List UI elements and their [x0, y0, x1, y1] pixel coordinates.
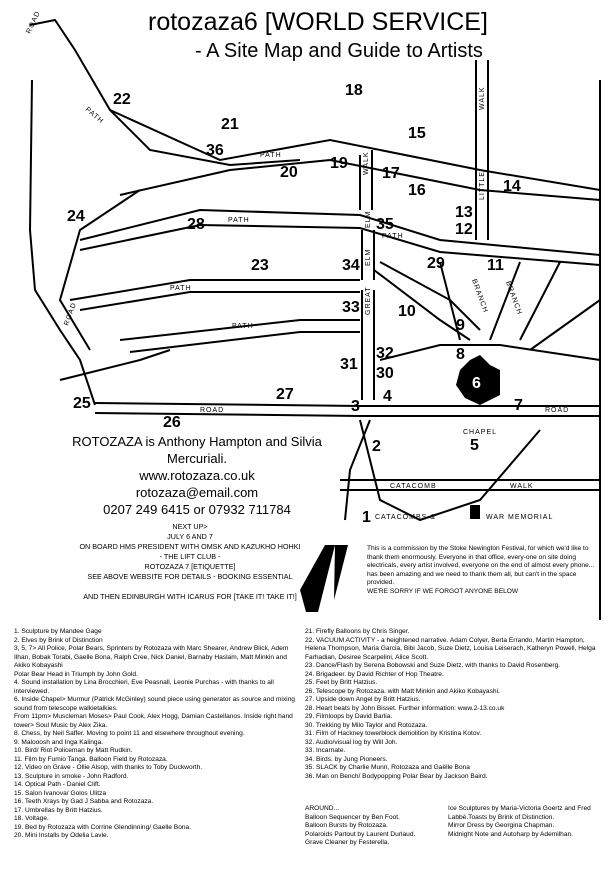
- next-up-line: AND THEN EDINBURGH WITH ICARUS FOR [TAKE IT! TAKE IT!]: [83, 592, 297, 601]
- list-item: 9. Malooosh and Inga Kalinga.: [14, 738, 104, 746]
- site-number: 4: [383, 388, 392, 405]
- rotozaza-email: rotozaza@email.com: [135, 485, 259, 500]
- site-number: 2: [372, 438, 381, 455]
- site-number: 9: [456, 317, 465, 334]
- site-number: 19: [330, 155, 348, 172]
- label-catacomb: CATACOMB: [390, 483, 437, 490]
- list-item: 11. Film by Fumio Tanga. Balloon Field by Rotozaza.: [14, 755, 168, 763]
- around-heading: AROUND...: [305, 805, 340, 812]
- site-number: 23: [251, 257, 269, 274]
- list-item: From 11pm> Muscleman Moses> Paul Cook, Alex Hogg, Damian Castellanos. Inside right hand tower> Soul Music by Alex Zika.: [14, 713, 293, 729]
- list-item: Ice Sculptures by Maria-Victoria Goertz and Fred Labbé.Toasts by Brink of Distinction.: [448, 805, 591, 821]
- site-number: 7: [514, 397, 523, 414]
- list-item: 18. Voltage.: [14, 815, 49, 822]
- site-number: 32: [376, 345, 394, 362]
- around-right: [448, 805, 608, 839]
- list-item: 22. VACUUM ACTIVITY - a heightened narrative. Adam Colyer, Berta Errando, Martin Hampton, Helena Thompson, Maria Garcia, Bibi Jacob, Suze Dietz, Louisa Leiserach, Katheryn Powell, Helga Farhadian, Desiree Scarpelini, Alice Scott.: [305, 636, 596, 661]
- site-number: 13: [455, 204, 473, 221]
- label-walk-3: WALK: [510, 483, 534, 490]
- site-number: 25: [73, 395, 91, 412]
- site-number: 15: [408, 125, 426, 142]
- site-number: 11: [487, 257, 504, 274]
- label-road-s: ROAD: [200, 407, 225, 414]
- list-item: 35. SLACK by Charlie Munn, Rotozaza and Gaëlle Bona: [305, 764, 470, 771]
- site-number: 14: [503, 178, 521, 195]
- list-item: 30. Trekking by Milo Taylor and Rotozaza.: [305, 721, 428, 729]
- list-item: Mirror Dress by Georgina Chapman.: [448, 822, 555, 829]
- label-road-w: ROAD: [63, 301, 79, 327]
- road-nw: [30, 20, 300, 165]
- next-up-line: - THE LIFT CLUB -: [159, 552, 221, 561]
- label-catacombs: CATACOMBS &: [375, 514, 436, 521]
- path-mid-1: [80, 210, 600, 255]
- site-number: 29: [427, 255, 445, 272]
- commission-sorry: WE'RE SORRY IF WE FORGOT ANYONE BELOW: [367, 587, 519, 595]
- list-item: 36. Man on Bench/ Bodypopping Polar Bear by Jackson Baird.: [305, 772, 488, 780]
- rotozaza-phone: 0207 249 6415 or 07932 711784: [103, 502, 291, 517]
- list-item: 32. Audio/visual log by Will Joh.: [305, 738, 398, 746]
- site-number: 33: [342, 299, 360, 316]
- list-item: 33. Incarnate.: [305, 747, 346, 754]
- label-road-nw: ROAD: [25, 9, 43, 35]
- list-item: 17. Umbrellas by Britt Hatzius.: [14, 806, 103, 814]
- commission-note: [367, 545, 599, 597]
- commission-text: This is a commission by the Stoke Newington Festival, for which we'd like to thank them enormously. Everyone in that office, every-one on site doing electricals, every artist involved, everyone on the end of almost every phone... has been amazing and we need to thank them all, but can't in the space provided.: [367, 545, 595, 587]
- list-item: 13. Sculpture in smoke - John Radford.: [14, 772, 129, 780]
- site-number: 36: [206, 142, 224, 159]
- rotozaza-line2: Mercuriali.: [167, 451, 227, 466]
- site-number: 8: [456, 346, 465, 363]
- next-up-line: ON BOARD HMS PRESIDENT WITH OMSK AND KAZUKHO HOHKI: [79, 542, 301, 551]
- fan-5: [520, 262, 560, 340]
- label-elm-1: ELM: [365, 210, 372, 228]
- label-path-3: PATH: [228, 217, 250, 224]
- list-item: 2. Elves by Brink of Distinction: [14, 636, 103, 644]
- list-item: 29. Filmloops by David Barlia.: [305, 713, 393, 720]
- list-item: Balloon Sequencer by Ben Foot.: [305, 813, 400, 821]
- list-item: Polaroids Partout by Laurent Durlaud.: [305, 830, 416, 838]
- site-number: 27: [276, 386, 294, 403]
- next-up-line: [40, 582, 340, 592]
- list-item: 19. Bed by Rotozaza with Corrine Glendinning/ Gaelle Bona.: [14, 823, 192, 831]
- rotozaza-info: [32, 433, 362, 518]
- label-little: LITTLE: [479, 171, 486, 200]
- site-number: 10: [398, 303, 416, 320]
- around-left: [305, 805, 445, 848]
- list-item: 15. Salon Ivanova/ Golos Ulitza: [14, 789, 106, 797]
- site-number: 35: [376, 216, 394, 233]
- label-road-e: ROAD: [545, 407, 570, 414]
- page-subtitle: - A Site Map and Guide to Artists: [195, 40, 483, 62]
- list-item: Polar Bear Head in Triumph by John Gold.: [14, 670, 138, 678]
- next-up-line: ROTOZAZA 7 [ETIQUETTE]: [144, 562, 236, 571]
- artist-list-right: [305, 628, 605, 781]
- next-up-line: JULY 6 AND 7: [167, 532, 213, 541]
- next-up-line: SEE ABOVE WEBSITE FOR DETAILS - BOOKING ESSENTIAL: [87, 572, 293, 581]
- label-path-6: PATH: [382, 233, 404, 240]
- list-item: 27. Upside down Angel by Britt Hatzius.: [305, 696, 421, 703]
- path-north: [110, 110, 600, 190]
- site-number: 1: [362, 509, 371, 526]
- list-item: 26. Telescope by Rotozaza. with Matt Minkin and Akiko Kobayashi.: [305, 687, 500, 695]
- site-number: 28: [187, 216, 205, 233]
- label-walk-2: WALK: [479, 86, 486, 110]
- label-elm-2: ELM: [365, 248, 372, 266]
- fan-loop: [380, 345, 600, 360]
- label-walk-1: WALK: [363, 151, 370, 175]
- list-item: 4. Sound installation by Lina Brocchieri, Eve Peasnall, Leonie Purchas - with thanks to all interviewed.: [14, 679, 274, 695]
- next-up-line: NEXT UP>: [172, 522, 208, 531]
- label-branch: BRANCH: [470, 278, 489, 315]
- list-item: 1. Sculpture by Mandee Gage: [14, 628, 102, 635]
- path-mid-3: [70, 280, 360, 300]
- site-number: 3: [351, 398, 360, 415]
- label-chapel: CHAPEL: [463, 429, 498, 436]
- label-branch-2: BRANCH: [504, 280, 523, 317]
- artist-list-left: [14, 628, 304, 841]
- site-number: 31: [340, 356, 358, 373]
- list-item: 34. Birds. by Jung Pioneers.: [305, 755, 388, 763]
- list-item: 21. Firefly Balloons by Chris Singer.: [305, 628, 410, 635]
- path-mid-2: [80, 225, 600, 265]
- next-up: [40, 522, 340, 602]
- label-path-1: PATH: [83, 106, 105, 126]
- list-item: 16. Teeth Xrays by Gad J Sabba and Rotozaza.: [14, 798, 154, 805]
- list-item: 10. Bird/ Riot Policeman by Matt Rudkin.: [14, 747, 133, 754]
- site-number: 26: [163, 414, 181, 431]
- site-number: 17: [382, 165, 400, 182]
- road-west: [30, 80, 95, 405]
- fan-2: [380, 262, 480, 330]
- site-number: 12: [455, 221, 473, 238]
- label-path-4: PATH: [170, 285, 192, 292]
- list-item: 23. Dance/Flash by Serena Bobowski and Suze Dietz, with thanks to David Rosenberg.: [305, 662, 561, 669]
- site-number: 6: [472, 375, 481, 392]
- list-item: Midnight Note and Autoharp by Ademilhan.: [448, 830, 573, 838]
- list-item: 14. Optical Path - Daniel Clift.: [14, 781, 101, 788]
- page-title: rotozaza6 [WORLD SERVICE]: [148, 8, 488, 36]
- label-path-2: PATH: [260, 152, 282, 159]
- list-item: 8. Chess, by Neil Saffer. Moving to point 11 and elsewhere throughout evening.: [14, 730, 245, 737]
- chapel-path: [360, 420, 540, 520]
- road-south: [95, 403, 600, 406]
- site-number: 24: [67, 208, 85, 225]
- label-path-5: PATH: [232, 323, 254, 330]
- rotozaza-line1: ROTOZAZA is Anthony Hampton and Silvia: [72, 434, 322, 449]
- site-number: 30: [376, 365, 394, 382]
- site-number: 18: [345, 82, 363, 99]
- war-memorial-icon: [470, 505, 480, 519]
- list-item: 3, 5, 7> All Police, Polar Bears, Sprinters by Rotozaza with Marc Shearer, Andrew Blick, Adem Ilhan, Bobak Torabi, Gaelle Bona, Ralph Cree, Nick Daniel, Barnaby Haslam, Matt Minkin and Akiko Kobayashi: [14, 645, 289, 669]
- list-item: 12. Video on Grave - Ollie Alsop, with thanks to Toby Duckworth.: [14, 764, 203, 771]
- list-item: 20. Mini Installs by Odelia Lavie.: [14, 832, 109, 839]
- list-item: 25. Feet by Britt Hatzius.: [305, 679, 378, 686]
- label-war-memorial: WAR MEMORIAL: [486, 514, 554, 521]
- site-number: 16: [408, 182, 426, 199]
- path-mid-4: [80, 292, 360, 310]
- list-item: 31. Film of Hackney towerblock demolition by Kristina Kotov.: [305, 730, 482, 737]
- rotozaza-web: www.rotozaza.co.uk: [139, 468, 255, 483]
- list-item: 6. Inside Chapel> Murmur (Patrick McGinley) sound piece using generator as source and mixing sound from telescope walkietalkies.: [14, 696, 295, 712]
- list-item: 24. Brigadeer. by David Richter of Hop Theatre.: [305, 670, 444, 678]
- label-great: GREAT: [365, 286, 372, 315]
- site-number: 34: [342, 257, 360, 274]
- site-number: 22: [113, 91, 131, 108]
- list-item: Balloon Bursts by Rotozaza.: [305, 822, 388, 829]
- site-number: 20: [280, 164, 298, 181]
- fan-6: [530, 300, 600, 350]
- list-item: 28. Heart beats by John Bisset. Further information: www.2-13.co.uk: [305, 704, 505, 712]
- list-item: Grave Cleaner by Festerella.: [305, 839, 390, 846]
- site-number: 21: [221, 116, 239, 133]
- site-number: 5: [470, 437, 479, 454]
